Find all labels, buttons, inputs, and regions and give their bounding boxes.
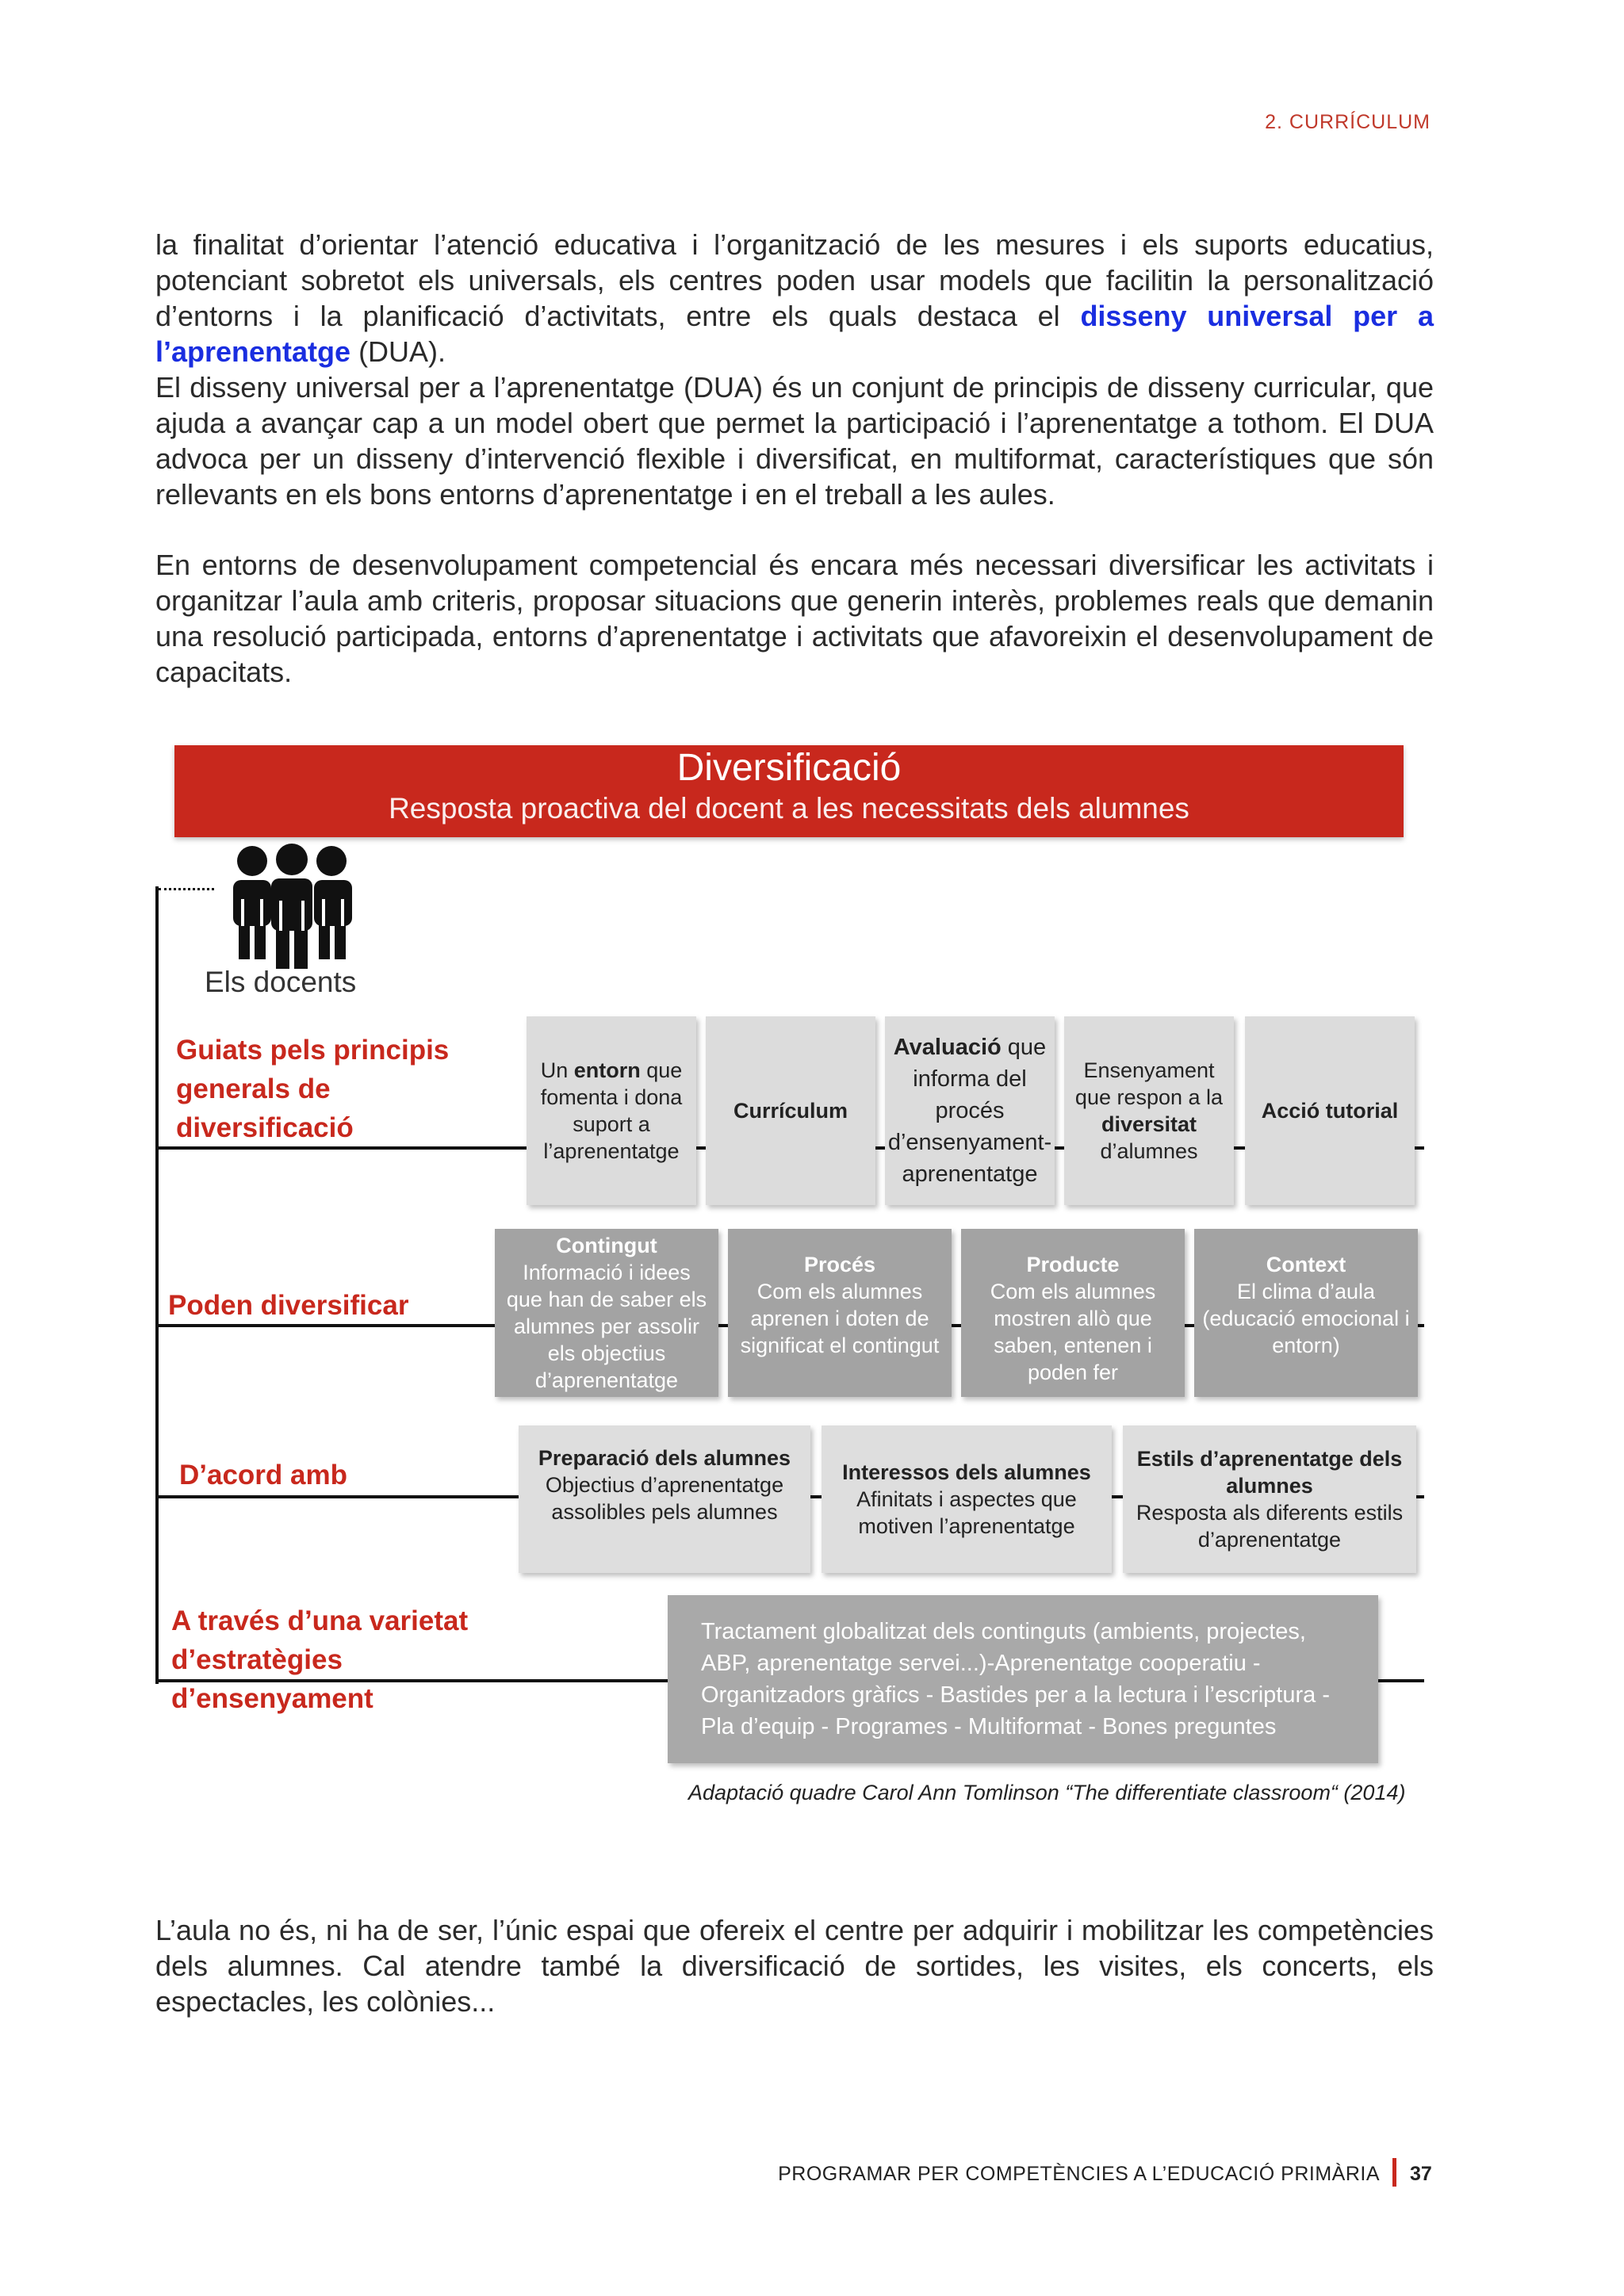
dua-link[interactable]: disseny universal per a l’aprenentatge — [155, 300, 1434, 368]
row-label-according: D’acord amb — [179, 1460, 347, 1490]
principle-entorn-text: Un entorn que fomenta i dona suport a l’aprenentatge — [540, 1058, 683, 1163]
according-preparacio-text: Preparació dels alumnes Objectius d’aprenentatge assolibles pels alumnes — [538, 1446, 791, 1524]
diversify-proces-text: Procés Com els alumnes aprenen i doten de significat el contingut — [740, 1253, 940, 1357]
principle-curriculum — [706, 1016, 875, 1205]
according-estils — [1123, 1425, 1416, 1573]
row-1-connector — [696, 1146, 706, 1149]
teachers-group-icon — [225, 844, 358, 970]
row-label-strategies: A través d’una varietat d’estratègies d’ensenyament — [171, 1605, 469, 1714]
row-1-connector — [1415, 1146, 1424, 1149]
row-1-connector — [1055, 1146, 1064, 1149]
diversify-proces — [728, 1229, 952, 1397]
row-1-connector — [875, 1146, 885, 1149]
diversify-producte-text: Producte Com els alumnes mostren allò que saben, entenen i poden fer — [990, 1253, 1156, 1384]
principle-accio-tutorial-text: Acció tutorial — [1261, 1099, 1399, 1123]
dotted-connector — [159, 888, 214, 890]
diagram-subtitle: Resposta proactiva del docent a les necessitats dels alumnes — [389, 792, 1189, 825]
paragraph-1 — [155, 227, 1434, 369]
row-1-connector — [1234, 1146, 1243, 1149]
diversify-context — [1194, 1229, 1418, 1397]
diagram-vertical-line — [155, 886, 159, 1684]
paragraph-1-text: la finalitat d’orientar l’atenció educativa i l’organització de les mesures i els suports educatius, potenciant sobretot els universals, els centres poden usar models que facilitin la personalització d’entorns i la planificació d’activitats, entre els quals destaca el — [155, 228, 1434, 332]
diagram-title: Diversificació — [676, 747, 902, 789]
paragraph-1-end: (DUA). — [350, 335, 446, 368]
teachers-label: Els docents — [205, 966, 357, 998]
section-label: 2. CURRÍCULUM — [1265, 111, 1431, 133]
strategies-text: Tractament globalitzat dels continguts (ambients, projectes, ABP, aprenentatge servei...)-Aprenentatge cooperatiu - Organitzadors gràfics - Bastides per a la lectura i l’escriptura - Pla d’equip - Programes - Multiformat - Bones preguntes — [701, 1619, 1330, 1739]
diversify-context-text: Context El clima d’aula (educació emocional i entorn) — [1202, 1253, 1410, 1357]
footer-title: PROGRAMAR PER COMPETÈNCIES A L’EDUCACIÓ PRIMÀRIA — [778, 2163, 1380, 2185]
diversify-producte — [961, 1229, 1185, 1397]
according-estils-text: Estils d’aprenentatge dels alumnes Resposta als diferents estils d’aprenentatge — [1136, 1447, 1404, 1552]
paragraph-3: En entorns de desenvolupament competencial és encara més necessari diversificar les activitats i organitzar l’aula amb criteris, proposar situacions que generin interès, problemes reals que demanin una resolució participada, entorns d’aprenentatge i activitats que afavoreixin el desenvolupament de capacitats. — [155, 549, 1434, 688]
principle-accio-tutorial — [1245, 1016, 1415, 1205]
diversify-contingut — [495, 1229, 718, 1397]
principle-diversitat — [1064, 1016, 1234, 1205]
row-label-diversify: Poden diversificar — [168, 1290, 409, 1321]
strategies-box — [668, 1595, 1378, 1763]
row-label-principles: Guiats pels principis generals de diversificació — [176, 1035, 450, 1143]
diagram-banner — [174, 745, 1404, 837]
page-number: 37 — [1410, 2163, 1432, 2185]
principle-curriculum-text: Currículum — [733, 1099, 848, 1123]
principle-entorn — [527, 1016, 696, 1205]
principle-diversitat-text: Ensenyament que respon a la diversitat d’alumnes — [1074, 1058, 1224, 1163]
according-interessos-text: Interessos dels alumnes Afinitats i aspectes que motiven l’aprenentatge — [842, 1460, 1091, 1538]
principle-avaluacio-text: Avaluació que informa del procés d’ensenyament-aprenentatge — [887, 1035, 1052, 1187]
paragraph-2: El disseny universal per a l’aprenentatge (DUA) és un conjunt de principis de disseny curricular, que ajuda a avançar cap a un model obert que permet la participació i l’aprenentatge a tothom. El DUA advoca per un disseny d’intervenció flexible i diversificat, en multiformat, característiques que són rellevants en els bons entorns d’aprenentatge i en el treball a les aules. — [155, 371, 1434, 511]
diagram-caption: Adaptació quadre Carol Ann Tomlinson “The differentiate classroom“ (2014) — [688, 1781, 1406, 1804]
diversify-contingut-text: Contingut Informació i idees que han de saber els alumnes per assolir els objectius d’aprenentatge — [506, 1234, 707, 1392]
footer-divider — [1392, 2158, 1396, 2187]
principle-avaluacio — [885, 1016, 1055, 1205]
according-interessos — [822, 1425, 1112, 1573]
paragraph-4: L’aula no és, ni ha de ser, l’únic espai que ofereix el centre per adquirir i mobilitzar les competències dels alumnes. Cal atendre també la diversificació de sortides, les visites, els concerts, els espectacles, les colònies... — [155, 1914, 1434, 2018]
according-preparacio — [519, 1425, 810, 1573]
